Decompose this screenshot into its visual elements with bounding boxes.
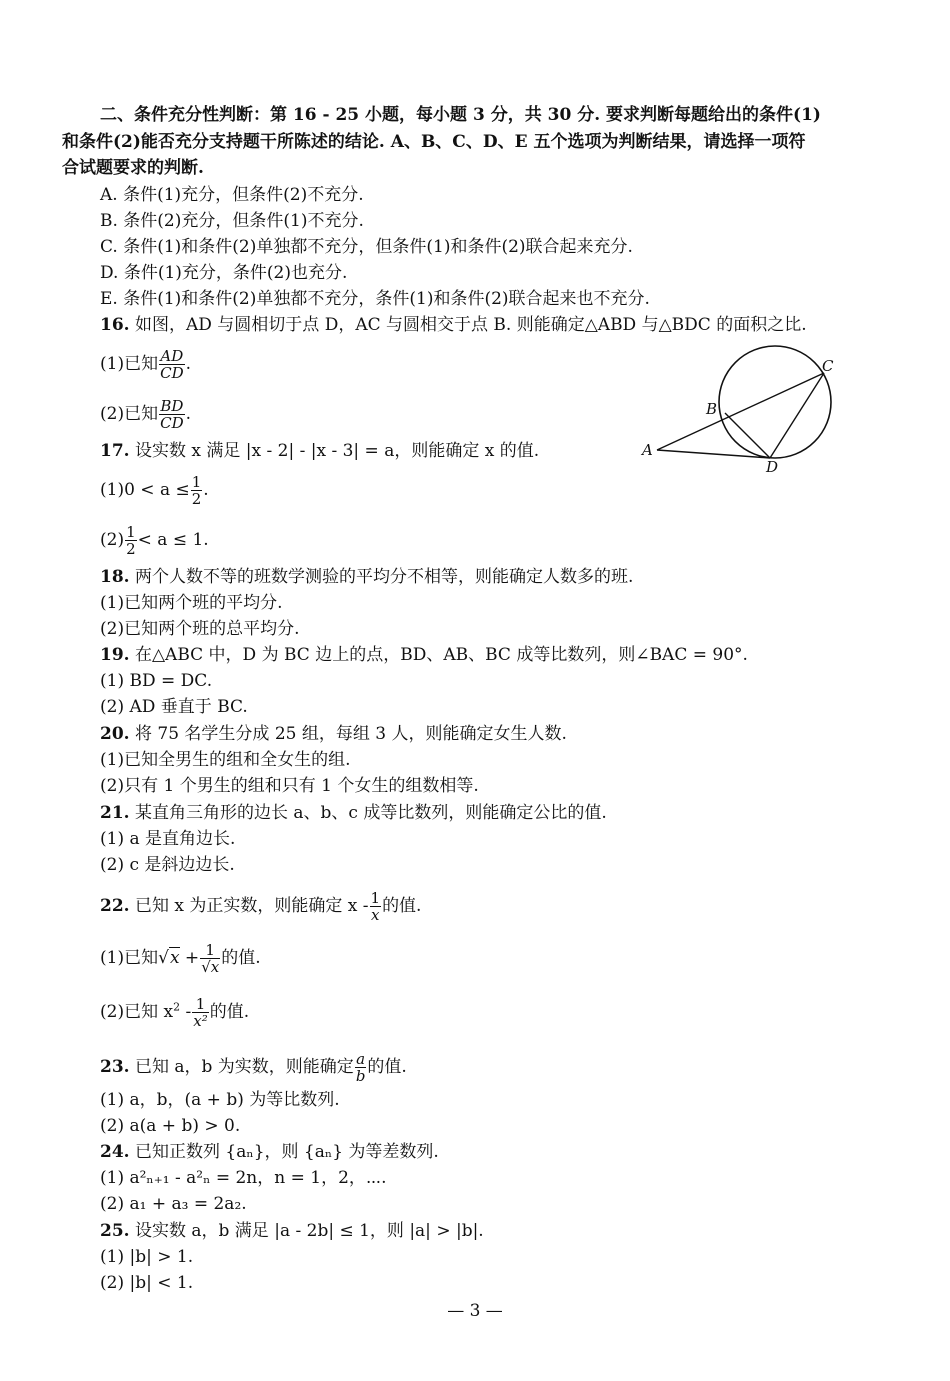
- fraction: [370, 890, 382, 923]
- denominator: 2: [126, 540, 136, 558]
- question-18: [100, 566, 633, 588]
- denominator: 2: [191, 490, 202, 508]
- question-number: 18.: [100, 567, 130, 587]
- sqrt-radicand: x: [169, 948, 180, 968]
- condition-suffix: .: [203, 480, 209, 500]
- denominator: b: [355, 1067, 366, 1085]
- numerator: 1: [126, 523, 136, 541]
- fraction: [355, 1051, 367, 1084]
- q25-condition-2: (2) |b| < 1.: [100, 1273, 194, 1293]
- condition-prefix: (1)0 < a ≤: [100, 480, 190, 500]
- q22-condition-1: (1)已知√x + $\frac{1}{√x}$ 的值.: [100, 941, 261, 976]
- section-title-line-1: 二、条件充分性判断：第 16 - 25 小题，每小题 3 分，共 30 分. 要求判断每题给出的条件(1): [100, 105, 821, 125]
- circle-tangent-figure: [630, 340, 850, 480]
- question-number: 20.: [100, 724, 130, 744]
- q19-condition-2: (2) AD 垂直于 BC.: [100, 697, 248, 717]
- question-23: [100, 1051, 407, 1084]
- fraction: [125, 524, 137, 557]
- question-stem: 已知 x 为正实数，则能确定 x -: [129, 896, 369, 916]
- fraction: [159, 348, 185, 381]
- denominator: x²: [193, 1012, 208, 1030]
- q23-condition-1: (1) a，b，(a + b) 为等比数列.: [100, 1090, 340, 1110]
- circle: [719, 346, 831, 458]
- plus-sign: +: [179, 948, 200, 968]
- fraction: [191, 474, 203, 507]
- question-number: 21.: [100, 803, 130, 823]
- question-stem: 两个人数不等的班数学测验的平均分不相等，则能确定人数多的班.: [129, 567, 634, 587]
- question-17: [100, 440, 539, 462]
- option-a: A. 条件(1)充分，但条件(2)不充分.: [100, 185, 364, 205]
- question-number: 22.: [100, 896, 130, 916]
- condition-prefix: (2): [100, 530, 125, 550]
- question-24: [100, 1141, 439, 1163]
- question-25: [100, 1220, 484, 1242]
- question-stem: 设实数 x 满足 |x - 2| - |x - 3| = a，则能确定 x 的值.: [129, 441, 540, 461]
- numerator: 1: [200, 942, 220, 959]
- exponent: 2: [173, 1000, 181, 1014]
- condition-prefix: (1)已知: [100, 354, 159, 374]
- q20-condition-2: (2)只有 1 个男生的组和只有 1 个女生的组数相等.: [100, 776, 479, 796]
- fraction: [159, 398, 185, 431]
- q16-condition-2: (2)已知 $\frac{BD}{CD}$ .: [100, 397, 192, 432]
- label-d: D: [766, 458, 779, 476]
- stem-suffix: 的值.: [382, 896, 422, 916]
- denominator: CD: [160, 364, 184, 382]
- option-c: C. 条件(1)和条件(2)单独都不充分，但条件(1)和条件(2)联合起来充分.: [100, 237, 633, 257]
- numerator: BD: [160, 397, 184, 415]
- q17-condition-2: [100, 524, 209, 557]
- question-number: 25.: [100, 1221, 130, 1241]
- numerator: 1: [370, 889, 381, 907]
- condition-suffix: < a ≤ 1.: [137, 530, 209, 550]
- q18-condition-2: (2)已知两个班的总平均分.: [100, 619, 300, 639]
- q24-condition-2: (2) a₁ + a₃ = 2a₂.: [100, 1194, 247, 1214]
- label-a: A: [642, 441, 653, 459]
- q23-condition-2: (2) a(a + b) > 0.: [100, 1116, 241, 1136]
- question-stem: 如图，AD 与圆相切于点 D，AC 与圆相交于点 B. 则能确定△ABD 与△BDC 的面积之比.: [129, 315, 807, 335]
- numerator: a: [356, 1050, 366, 1068]
- numerator: AD: [160, 347, 184, 365]
- option-b: B. 条件(2)充分，但条件(1)不充分.: [100, 211, 364, 231]
- q20-condition-1: (1)已知全男生的组和全女生的组.: [100, 750, 351, 770]
- q17-condition-1: [100, 474, 209, 507]
- question-number: 17.: [100, 441, 130, 461]
- option-e: E. 条件(1)和条件(2)单独都不充分，条件(1)和条件(2)联合起来也不充分.: [100, 289, 650, 309]
- option-d: D. 条件(1)充分，条件(2)也充分.: [100, 263, 348, 283]
- question-number: 19.: [100, 645, 130, 665]
- q16-condition-1: (1)已知 $\frac{AD}{CD}$ .: [100, 347, 192, 382]
- label-c: C: [822, 357, 834, 375]
- question-19: [100, 644, 748, 666]
- q22-condition-2: [100, 996, 249, 1029]
- question-stem: 在△ABC 中，D 为 BC 边上的点，BD、AB、BC 成等比数列，则∠BAC = 90°.: [129, 645, 748, 665]
- fraction: [200, 942, 220, 975]
- page-number: — 3 —: [447, 1301, 503, 1321]
- question-stem: 设实数 a，b 满足 |a - 2b| ≤ 1，则 |a| > |b|.: [129, 1221, 484, 1241]
- condition-prefix: (2)已知 x: [100, 1002, 174, 1022]
- q21-condition-1: (1) a 是直角边长.: [100, 829, 236, 849]
- question-stem: 已知 a，b 为实数，则能确定: [129, 1057, 354, 1077]
- question-stem: 将 75 名学生分成 25 组，每组 3 人，则能确定女生人数.: [129, 724, 567, 744]
- condition-suffix: 的值.: [221, 948, 261, 968]
- minus-sign: -: [180, 1002, 192, 1022]
- fraction: [192, 996, 208, 1029]
- label-b: B: [706, 400, 718, 418]
- question-stem: 已知正数列 {aₙ}，则 {aₙ} 为等差数列.: [129, 1142, 439, 1162]
- condition-prefix: (1)已知: [100, 948, 159, 968]
- numerator: 1: [191, 473, 202, 491]
- denominator: x: [371, 906, 380, 924]
- q18-condition-1: (1)已知两个班的平均分.: [100, 593, 283, 613]
- question-21: [100, 802, 607, 824]
- section-title-line-2: 和条件(2)能否充分支持题干所陈述的结论. A、B、C、D、E 五个选项为判断结果，请选择一项符: [62, 132, 806, 152]
- question-20: [100, 723, 567, 745]
- q21-condition-2: (2) c 是斜边边长.: [100, 855, 235, 875]
- question-number: 16.: [100, 315, 130, 335]
- question-stem: 某直角三角形的边长 a、b、c 成等比数列，则能确定公比的值.: [129, 803, 607, 823]
- denominator: √x: [201, 958, 220, 976]
- question-16: [100, 314, 807, 336]
- section-title-line-3: 合试题要求的判断.: [62, 158, 204, 178]
- q19-condition-1: (1) BD = DC.: [100, 671, 213, 691]
- condition-prefix: (2)已知: [100, 404, 159, 424]
- q24-condition-1: (1) a²ₙ₊₁ - a²ₙ = 2n，n = 1，2，⋯.: [100, 1168, 387, 1188]
- stem-suffix: 的值.: [367, 1057, 407, 1077]
- question-number: 23.: [100, 1057, 130, 1077]
- condition-suffix: 的值.: [209, 1002, 250, 1022]
- question-number: 24.: [100, 1142, 130, 1162]
- question-22: [100, 890, 421, 923]
- numerator: 1: [192, 996, 208, 1013]
- q25-condition-1: (1) |b| > 1.: [100, 1247, 194, 1267]
- denominator: CD: [160, 414, 184, 432]
